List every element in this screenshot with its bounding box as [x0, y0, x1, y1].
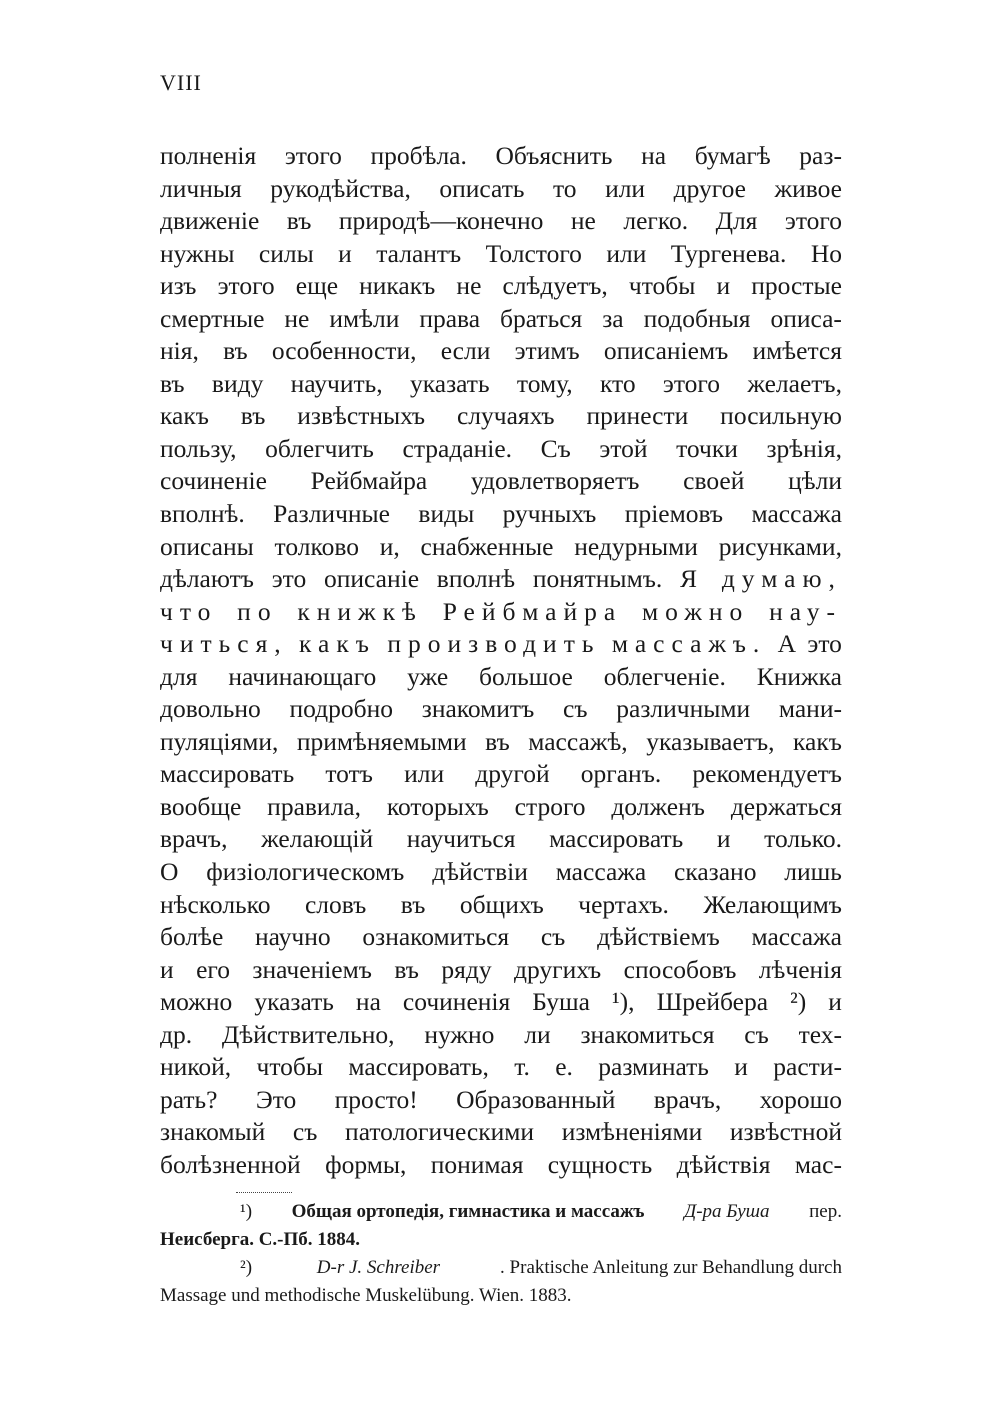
word: Толстого — [485, 238, 582, 268]
text-line — [160, 954, 842, 987]
text-line — [160, 205, 842, 238]
word: права — [419, 303, 481, 333]
text-line — [160, 368, 842, 401]
word: описаны — [160, 531, 254, 561]
word: довольно — [160, 694, 261, 724]
word: дѣйствія — [676, 1149, 771, 1179]
text-line — [160, 498, 842, 531]
word: указываетъ, — [646, 726, 775, 756]
word: массировать — [160, 759, 295, 789]
word: массировать, — [348, 1052, 489, 1082]
word: вообще — [160, 791, 242, 821]
word: толково — [274, 531, 359, 561]
word: Желающимъ — [703, 889, 842, 919]
word: ручныхъ — [502, 499, 597, 529]
word: понимая — [430, 1149, 524, 1179]
word: знакомый — [160, 1117, 266, 1147]
footnote-segment: D-r J. Schreiber — [316, 1257, 441, 1278]
word: Я — [680, 564, 705, 594]
word: виды — [418, 499, 475, 529]
word: желающій — [261, 824, 374, 854]
word: дѣлаютъ — [160, 564, 254, 594]
footnote-segment: пер. — [804, 1201, 842, 1222]
word: различными — [616, 694, 751, 724]
word: Но — [810, 238, 842, 268]
word: органъ. — [580, 759, 662, 789]
word: сочиненія — [402, 987, 511, 1017]
word: въ — [223, 336, 248, 366]
text-line — [160, 791, 842, 824]
word: разминать — [598, 1052, 709, 1082]
word: по — [237, 596, 278, 626]
word: массировать — [549, 824, 684, 854]
footnote-line — [160, 1198, 842, 1226]
footnote-segment: Massage und methodische Muskelübung. Wien. 1883. — [160, 1285, 572, 1306]
word: не — [284, 303, 310, 333]
word: кто — [599, 368, 636, 398]
footnote-segment: Общая ортопедія, гимнастика и массажъ — [291, 1201, 645, 1222]
word: подробно — [289, 694, 394, 724]
word: этимъ — [514, 336, 580, 366]
word: и — [828, 987, 842, 1017]
word: строго — [514, 791, 586, 821]
text-line — [160, 531, 842, 564]
word: за — [602, 303, 624, 333]
word: способовъ — [623, 954, 737, 984]
word: снабженные — [420, 531, 554, 561]
word: начинающаго — [228, 661, 377, 691]
text-line — [160, 921, 842, 954]
footnote-segment: . Praktische Anleitung zur Behandlung durch — [500, 1257, 842, 1278]
word: желаетъ, — [747, 368, 842, 398]
word: словъ — [304, 889, 367, 919]
footnote-line — [160, 1282, 842, 1310]
text-line — [160, 173, 842, 206]
text-line — [160, 303, 842, 336]
word: знакомиться — [580, 1019, 715, 1049]
word: лишь — [784, 857, 842, 887]
word: которыхъ — [386, 791, 489, 821]
word: долженъ — [611, 791, 705, 821]
word: случаяхъ — [456, 401, 555, 431]
word: уже — [407, 661, 449, 691]
text-line — [160, 693, 842, 726]
page-number: VIII — [160, 70, 202, 95]
word: вполнѣ. — [160, 499, 245, 529]
word: въ — [240, 401, 266, 431]
word: въ — [400, 889, 426, 919]
word: расти- — [773, 1052, 842, 1082]
text-line — [160, 400, 842, 433]
word: на — [355, 987, 381, 1017]
text-line — [160, 563, 842, 596]
word: недурными — [574, 531, 698, 561]
word: рать? — [160, 1084, 218, 1114]
word: извѣстной — [729, 1117, 842, 1147]
word: другое — [673, 173, 746, 203]
word: чтобы — [256, 1052, 324, 1082]
text-line — [160, 726, 842, 759]
word: патологическими — [345, 1117, 535, 1147]
word: движеніе — [160, 206, 260, 236]
text-line — [160, 270, 842, 303]
word: никакъ — [359, 271, 436, 301]
word: этого — [217, 271, 275, 301]
word: е. — [555, 1052, 573, 1082]
word: точки — [676, 433, 738, 463]
word: облегчить — [265, 433, 374, 463]
word: Рейбмайра — [442, 596, 623, 626]
word: другихъ — [514, 954, 602, 984]
word: полненія — [160, 141, 257, 170]
word: описать — [439, 173, 525, 203]
word: правила, — [267, 791, 361, 821]
word: держаться — [730, 791, 842, 821]
word: рукодѣйства, — [270, 173, 411, 203]
word: измѣненіями — [561, 1117, 703, 1147]
text-line — [160, 758, 842, 791]
word: и, — [379, 531, 400, 561]
word: массажа — [751, 922, 842, 952]
footnote-line — [160, 1254, 842, 1282]
word: принести — [586, 401, 689, 431]
word: въ — [286, 206, 312, 236]
word: врачъ, — [160, 824, 228, 854]
text-line — [160, 1116, 842, 1149]
word: ли — [524, 1019, 551, 1049]
word: талантъ — [376, 238, 462, 268]
text-line — [160, 661, 842, 694]
word: вполнѣ — [436, 564, 516, 594]
text-line — [160, 433, 842, 466]
word: бумагѣ — [694, 141, 771, 170]
word: знакомитъ — [421, 694, 535, 724]
word: съ — [540, 922, 566, 952]
word: извѣстныхъ — [297, 401, 426, 431]
word: этого — [662, 368, 720, 398]
word: смертные — [160, 303, 265, 333]
word: какъ — [160, 401, 209, 431]
word: примѣняемыми — [296, 726, 467, 756]
word: большое — [479, 661, 573, 691]
word: чтобы — [628, 271, 696, 301]
word: только. — [764, 824, 842, 854]
word: Рейбмайра — [310, 466, 428, 496]
word: ²) — [790, 987, 807, 1017]
word: и — [160, 954, 174, 984]
text-line — [160, 1051, 842, 1084]
word: нужны — [160, 238, 235, 268]
word: какъ — [299, 629, 376, 659]
word: цѣли — [788, 466, 842, 496]
word: ¹), — [612, 987, 635, 1017]
word: физіологическомъ — [206, 857, 405, 887]
word: дѣйствіи — [432, 857, 528, 887]
word: пробѣла. — [370, 141, 467, 170]
word: нау- — [769, 596, 842, 626]
text-line — [160, 986, 842, 1019]
word: если — [440, 336, 491, 366]
word: Тургенева. — [670, 238, 787, 268]
word: съ — [744, 1019, 769, 1049]
word: въ — [485, 726, 510, 756]
word: можно — [642, 596, 750, 626]
word: указать — [410, 368, 490, 398]
word: и — [716, 271, 731, 301]
word: и — [716, 824, 731, 854]
word: болѣзненной — [160, 1149, 301, 1179]
footnote-separator — [236, 1192, 292, 1193]
word: на — [641, 141, 667, 170]
word: Это — [255, 1084, 297, 1114]
word: этого — [284, 141, 342, 170]
word: можно — [160, 987, 233, 1017]
word: общихъ — [459, 889, 544, 919]
word: страданіе. — [402, 433, 513, 463]
word: силы — [258, 238, 314, 268]
word: природѣ—конечно — [338, 206, 544, 236]
word: нія, — [160, 336, 199, 366]
word: тотъ — [325, 759, 373, 789]
word: врачъ, — [653, 1084, 722, 1114]
word: др. — [160, 1019, 193, 1049]
word: массажѣ, — [528, 726, 628, 756]
body-text — [160, 140, 842, 1182]
word: зрѣнія, — [766, 433, 842, 463]
word: Объяснить — [495, 141, 613, 170]
word: понятнымъ. — [532, 564, 663, 594]
word: думаю, — [721, 564, 842, 594]
word: тех- — [798, 1019, 842, 1049]
word: браться — [500, 303, 583, 333]
word: или — [404, 759, 445, 789]
word: формы, — [325, 1149, 407, 1179]
word: Съ — [540, 433, 571, 463]
word: съ — [563, 694, 588, 724]
word: тому, — [516, 368, 573, 398]
word: для — [160, 661, 198, 691]
text-line — [160, 628, 842, 661]
word: пріемовъ — [624, 499, 724, 529]
word: описаніемъ — [603, 336, 729, 366]
word: что — [160, 596, 218, 626]
text-line — [160, 140, 842, 173]
word: сущность — [547, 1149, 653, 1179]
text-line — [160, 465, 842, 498]
word: просто! — [334, 1084, 418, 1114]
text-line — [160, 1149, 842, 1182]
word: или — [606, 238, 647, 268]
word: мас- — [794, 1149, 842, 1179]
word: нужно — [424, 1019, 495, 1049]
word: удовлетворяетъ — [470, 466, 640, 496]
word: научиться — [406, 824, 516, 854]
word: пользу, — [160, 433, 237, 463]
word: Различные — [273, 499, 390, 529]
text-line — [160, 335, 842, 368]
footnote-segment: ¹) — [240, 1201, 257, 1222]
word: особенности, — [271, 336, 417, 366]
word: Дѣйствительно, — [221, 1019, 395, 1049]
word: ознакомиться — [362, 922, 510, 952]
word: имѣется — [752, 336, 842, 366]
word: рекомендуетъ — [692, 759, 842, 789]
word: рисунками, — [718, 531, 842, 561]
footnote-segment: Неисберга. С.-Пб. 1884. — [160, 1229, 361, 1250]
word: чертахъ. — [578, 889, 669, 919]
word: сочиненіе — [160, 466, 267, 496]
word: сказано — [674, 857, 757, 887]
word: хорошо — [759, 1084, 842, 1114]
word: массажа — [555, 857, 647, 887]
word: пуляціями, — [160, 726, 279, 756]
word: книжкѣ — [297, 596, 423, 626]
word: научно — [255, 922, 331, 952]
word: другой — [475, 759, 550, 789]
word: описаніе — [323, 564, 420, 594]
word: легко. — [623, 206, 689, 236]
word: дѣйствіемъ — [597, 922, 720, 952]
word: О — [160, 857, 179, 887]
word: массажъ. — [611, 629, 767, 659]
word: описа- — [770, 303, 842, 333]
word: т. — [514, 1052, 530, 1082]
word: значеніемъ — [252, 954, 372, 984]
word: виду — [211, 368, 264, 398]
word: подобныя — [643, 303, 751, 333]
word: слѣдуетъ, — [502, 271, 608, 301]
word: нѣсколько — [160, 889, 271, 919]
word: какъ — [793, 726, 842, 756]
word: облегченіе. — [603, 661, 726, 691]
word: лѣченія — [758, 954, 842, 984]
word: въ — [160, 368, 185, 398]
text-line — [160, 823, 842, 856]
word: Книжка — [756, 661, 842, 691]
word: читься, — [160, 629, 288, 659]
word: производить — [387, 629, 601, 659]
footnote-line — [160, 1226, 842, 1254]
word: этой — [599, 433, 648, 463]
word: съ — [292, 1117, 318, 1147]
word: посильную — [720, 401, 842, 431]
word: въ — [394, 954, 419, 984]
word: это — [807, 629, 842, 659]
text-line — [160, 1084, 842, 1117]
word: своей — [683, 466, 745, 496]
text-line — [160, 238, 842, 271]
word: то — [552, 173, 577, 203]
footnote-segment: Д-ра Буша — [679, 1201, 770, 1222]
word: Буша — [532, 987, 590, 1017]
word: не — [570, 206, 596, 236]
word: указать — [254, 987, 334, 1017]
word: научить, — [290, 368, 383, 398]
word: или — [605, 173, 646, 203]
word: Образованный — [456, 1084, 616, 1114]
word: его — [196, 954, 230, 984]
word: мани- — [778, 694, 842, 724]
text-line — [160, 856, 842, 889]
word: Шрейбера — [656, 987, 769, 1017]
word: живое — [774, 173, 842, 203]
text-line — [160, 1019, 842, 1052]
word: Для — [715, 206, 758, 236]
word: и — [338, 238, 352, 268]
word: личныя — [160, 173, 242, 203]
text-line — [160, 889, 842, 922]
text-line — [160, 596, 842, 629]
word: этого — [784, 206, 842, 236]
word: массажа — [751, 499, 842, 529]
footnotes — [160, 1198, 842, 1310]
word: болѣе — [160, 922, 224, 952]
word: раз- — [799, 141, 842, 170]
word: еще — [295, 271, 339, 301]
word: не — [456, 271, 482, 301]
word: и — [734, 1052, 748, 1082]
word: простые — [751, 271, 842, 301]
word: имѣли — [329, 303, 400, 333]
word: изъ — [160, 271, 197, 301]
word: это — [271, 564, 307, 594]
word: никой, — [160, 1052, 232, 1082]
word: ряду — [441, 954, 492, 984]
word: А — [777, 629, 797, 659]
footnote-segment: ²) — [240, 1257, 257, 1278]
